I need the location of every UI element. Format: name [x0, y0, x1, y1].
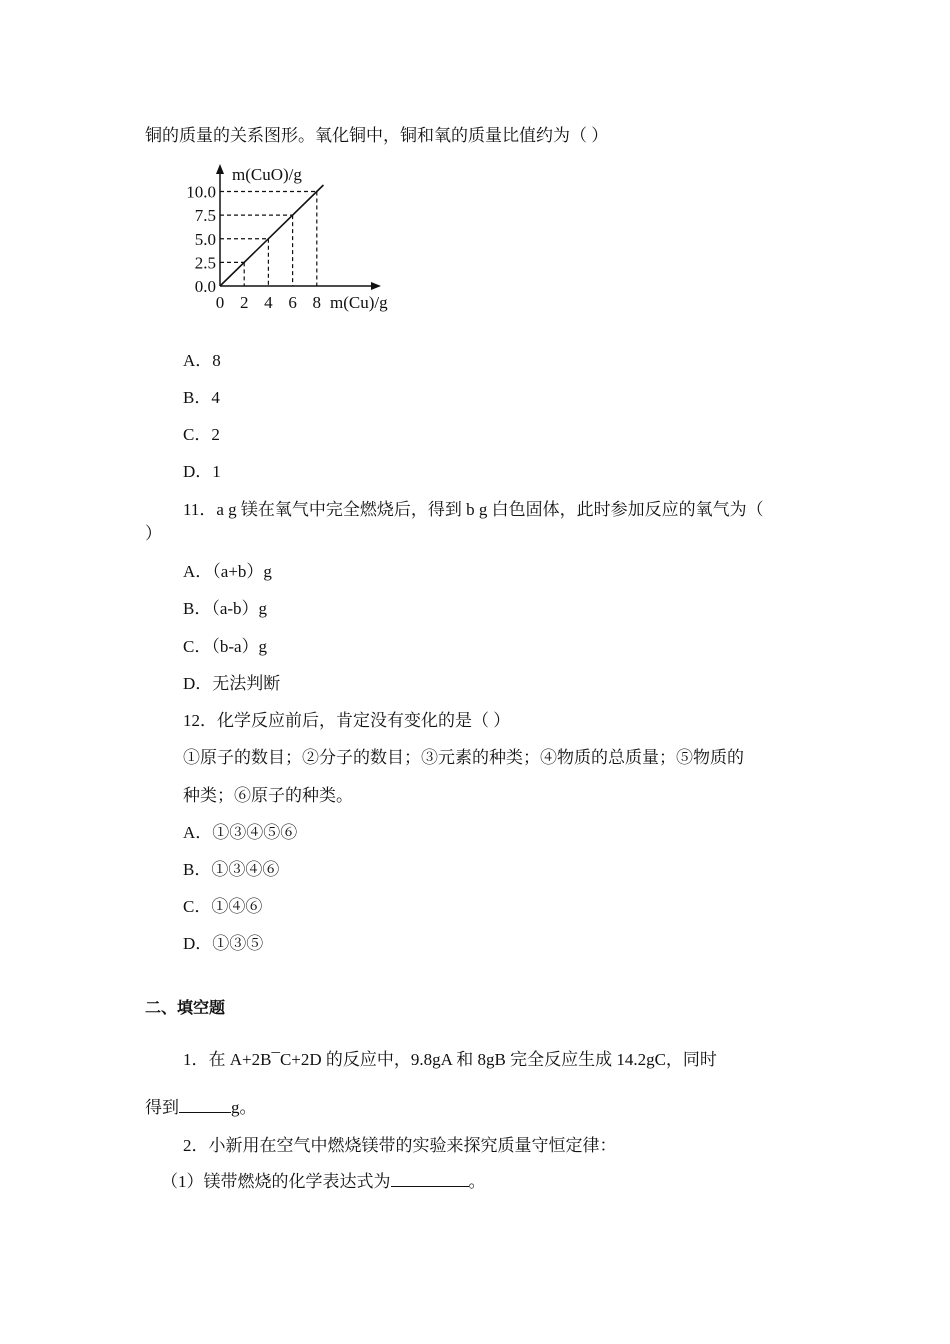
q12-option-d: D．①③⑤	[183, 934, 264, 953]
x-axis-arrow	[371, 282, 381, 290]
cuo-cu-mass-chart	[175, 160, 415, 320]
x-tick-label: 0	[215, 293, 225, 312]
q10-option-b: B．4	[183, 388, 220, 407]
fill-q1-suffix: g。	[231, 1098, 257, 1117]
y-axis-arrow	[216, 164, 224, 174]
q11-stem: 11．a g 镁在氧气中完全燃烧后，得到 b g 白色固体，此时参加反应的氧气为（	[183, 500, 764, 519]
y-tick-label: 10.0	[186, 182, 216, 202]
y-tick-label: 5.0	[194, 229, 216, 249]
series-line	[220, 185, 323, 286]
x-tick-label: 8	[312, 293, 322, 312]
fill-q2-sub1-answer-blank[interactable]	[391, 1170, 469, 1187]
q11-option-c: C．（b-a）g	[183, 637, 268, 656]
q12-option-b: B．①③④⑥	[183, 860, 280, 879]
fill-q2-sub1-prefix: （1）镁带燃烧的化学表达式为	[161, 1172, 391, 1191]
x-tick-label: 4	[264, 293, 273, 312]
y-tick-label: 7.5	[194, 206, 216, 226]
fill-q1-line1: 1．在 A+2B¯C+2D 的反应中，9.8gA 和 8gB 完全反应生成 14.2gC，同时	[183, 1050, 717, 1069]
x-tick-label: 2	[239, 293, 249, 312]
q11-stem-end: ）	[145, 524, 162, 543]
x-tick-label: 6	[288, 293, 297, 312]
q11-option-d: D．无法判断	[183, 674, 281, 693]
q10-option-a: A．8	[183, 351, 221, 370]
fill-q2-sub1-suffix: 。	[468, 1172, 486, 1191]
fill-q1-answer-blank[interactable]	[179, 1096, 231, 1113]
chart-series	[220, 185, 324, 286]
q11-option-b: B．（a-b）g	[183, 599, 268, 618]
q12-stem: 12．化学反应前后，肯定没有变化的是（ ）	[183, 711, 511, 730]
q10-option-d: D．1	[183, 462, 221, 481]
q10-stem-tail: 铜的质量的关系图形。氧化铜中，铜和氧的质量比值约为（ ）	[145, 126, 609, 145]
q10-option-c: C．2	[183, 425, 220, 444]
q12-items-line1: ①原子的数目；②分子的数目；③元素的种类；④物质的总质量；⑤物质的	[183, 748, 744, 767]
y-tick-labels	[186, 183, 216, 297]
y-axis-label: m(CuO)/g	[232, 165, 302, 184]
fill-q1-prefix: 得到	[145, 1098, 179, 1117]
q12-option-a: A．①③④⑤⑥	[183, 823, 298, 842]
q11-option-a: A．（a+b）g	[183, 562, 272, 581]
x-axis-label: m(Cu)/g	[330, 293, 388, 312]
q12-items-line2: 种类；⑥原子的种类。	[183, 786, 353, 805]
y-tick-label: 2.5	[194, 253, 216, 273]
x-tick-labels	[216, 293, 321, 312]
q12-option-c: C．①④⑥	[183, 897, 263, 916]
fill-q2-stem: 2．小新用在空气中燃烧镁带的实验来探究质量守恒定律：	[183, 1136, 617, 1155]
fill-q1-line2	[145, 1096, 257, 1120]
fill-q2-sub1	[161, 1170, 486, 1194]
section-heading: 二、填空题	[145, 998, 226, 1017]
y-tick-label: 0.0	[194, 277, 216, 296]
